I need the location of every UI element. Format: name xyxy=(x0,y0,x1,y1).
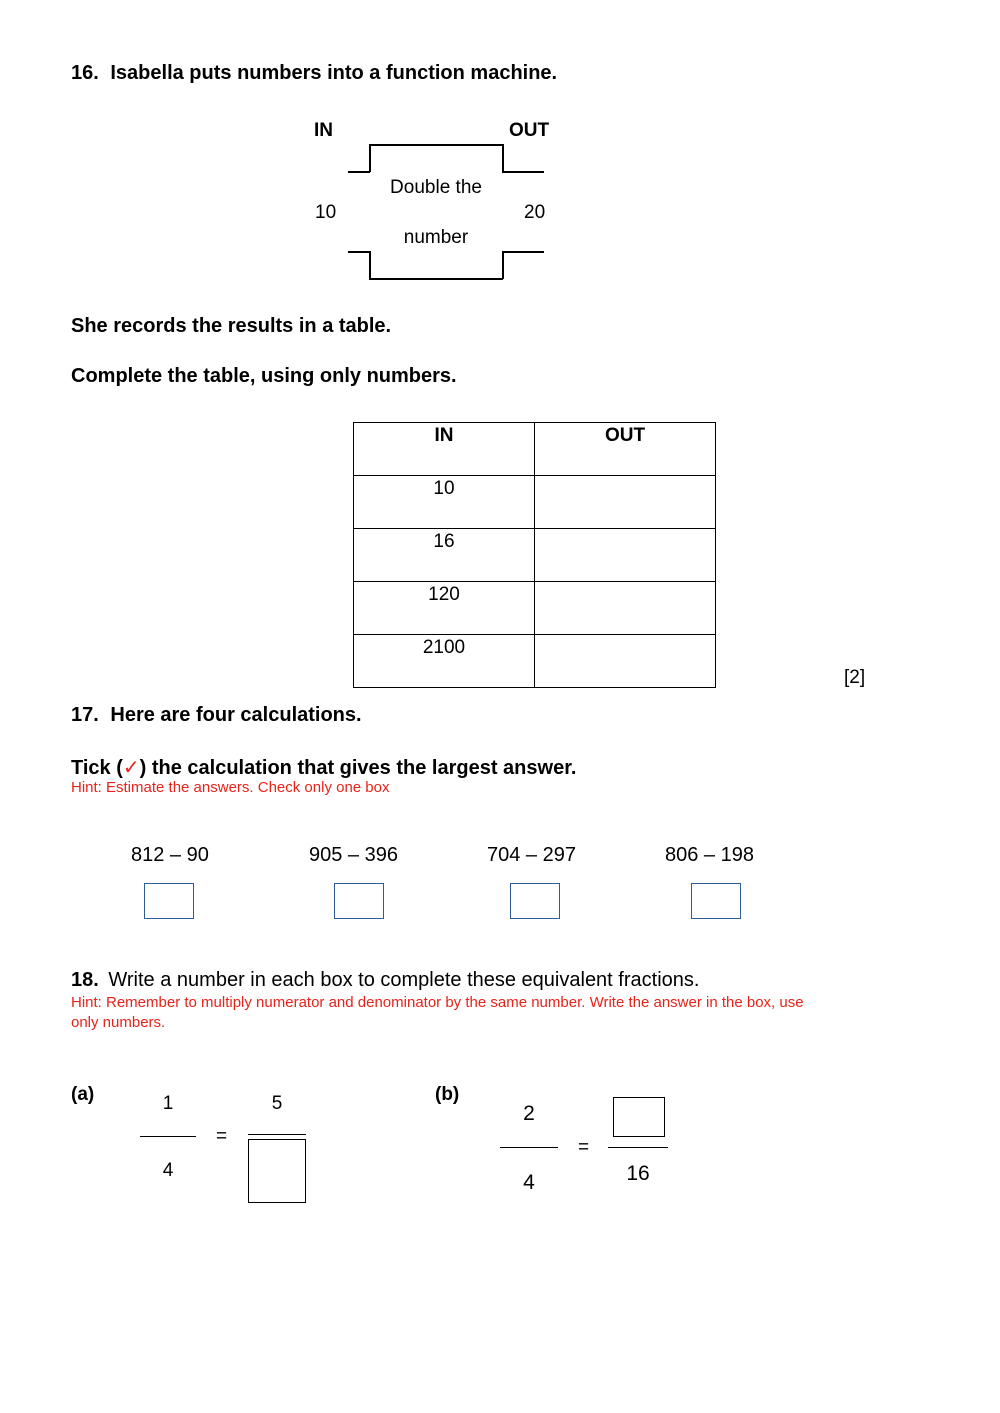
machine-rule-line1: Double the xyxy=(390,177,482,198)
tick-checkbox-1[interactable] xyxy=(144,883,194,919)
tick-checkbox-3[interactable] xyxy=(510,883,560,919)
fraction-b-answer-box[interactable] xyxy=(613,1097,665,1137)
fraction-b-left-numerator: 2 xyxy=(523,1102,535,1125)
fraction-a-left-numerator: 1 xyxy=(162,1093,174,1114)
table-row xyxy=(354,635,716,688)
fraction-b-left-bar xyxy=(500,1147,558,1148)
tick-text-before: Tick ( xyxy=(71,757,123,779)
fraction-b-right-bar xyxy=(608,1147,668,1148)
in-value: 16 xyxy=(354,529,535,582)
fraction-a-answer-box[interactable] xyxy=(248,1139,306,1203)
table-row xyxy=(354,476,716,529)
results-table xyxy=(353,422,716,688)
tick-instruction xyxy=(71,755,576,780)
question-17-heading xyxy=(71,704,362,727)
tick-icon: ✓ xyxy=(122,757,140,779)
calculation-1: 812 – 90 xyxy=(131,844,209,866)
out-answer-cell[interactable] xyxy=(535,529,716,582)
fraction-b-equals: = xyxy=(578,1137,590,1158)
fraction-a-right-bar xyxy=(248,1134,306,1135)
question-text: Isabella puts numbers into a function machine. xyxy=(110,62,558,84)
fraction-a-left-denominator: 4 xyxy=(162,1160,174,1181)
calculation-2: 905 – 396 xyxy=(309,844,398,866)
machine-rule-line2: number xyxy=(403,227,469,248)
instruction-text: Complete the table, using only numbers. xyxy=(71,365,457,387)
table-row xyxy=(354,529,716,582)
q18-hint xyxy=(71,993,931,1033)
fraction-a-left-bar xyxy=(140,1136,196,1137)
header-out: OUT xyxy=(535,423,716,476)
question-text: Write a number in each box to complete these equivalent fractions. xyxy=(108,969,700,991)
q18-hint-line1: Hint: Remember to multiply numerator and denominator by the same number. Write the answer in the box, use xyxy=(71,994,804,1011)
machine-example-out: 20 xyxy=(524,202,546,223)
part-b-label: (b) xyxy=(435,1084,460,1105)
question-number: 18. xyxy=(71,969,99,991)
in-value: 120 xyxy=(354,582,535,635)
tick-checkbox-2[interactable] xyxy=(334,883,384,919)
out-answer-cell[interactable] xyxy=(535,635,716,688)
tick-checkbox-4[interactable] xyxy=(691,883,741,919)
records-text: She records the results in a table. xyxy=(71,315,392,337)
question-number: 16. xyxy=(71,62,99,84)
q17-hint: Hint: Estimate the answers. Check only one box xyxy=(71,779,390,796)
table-row xyxy=(354,582,716,635)
part-a-label: (a) xyxy=(71,1084,95,1105)
marks-label: [2] xyxy=(844,667,866,688)
table-header-row xyxy=(354,423,716,476)
fraction-a-right-numerator: 5 xyxy=(271,1093,283,1114)
question-text: Here are four calculations. xyxy=(110,704,362,726)
question-18-heading xyxy=(71,969,699,992)
in-value: 10 xyxy=(354,476,535,529)
machine-out-label: OUT xyxy=(509,120,550,141)
machine-example-in: 10 xyxy=(315,202,337,223)
q18-hint-line2: only numbers. xyxy=(71,1014,166,1031)
question-number: 17. xyxy=(71,704,99,726)
out-answer-cell[interactable] xyxy=(535,582,716,635)
in-value: 2100 xyxy=(354,635,535,688)
calculation-4: 806 – 198 xyxy=(665,844,754,866)
header-in: IN xyxy=(354,423,535,476)
machine-in-label: IN xyxy=(314,120,333,141)
function-machine xyxy=(0,0,1000,300)
fraction-b-right-denominator: 16 xyxy=(626,1162,650,1185)
tick-text-after: ) the calculation that gives the largest answer. xyxy=(139,757,577,779)
fraction-a-equals: = xyxy=(216,1126,228,1147)
out-answer-cell[interactable] xyxy=(535,476,716,529)
fraction-b-left-denominator: 4 xyxy=(523,1171,535,1194)
calculation-3: 704 – 297 xyxy=(487,844,576,866)
